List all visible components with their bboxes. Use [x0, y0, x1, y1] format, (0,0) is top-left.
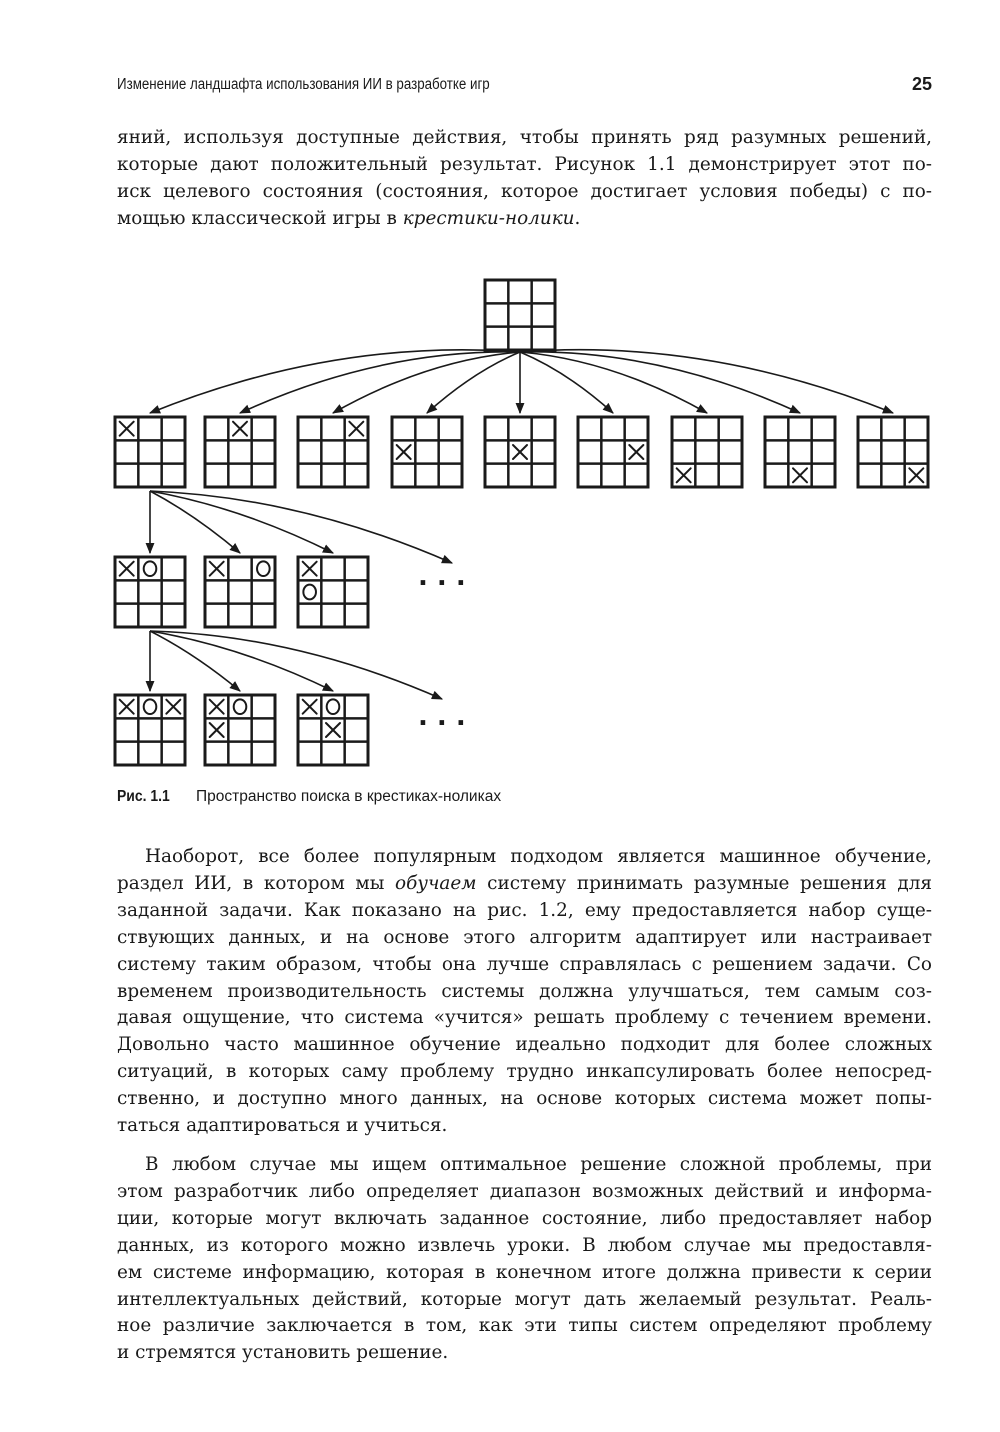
tree-arrow	[240, 352, 520, 413]
text-line: интеллектуальных действий, которые могут дать желаемый результат. Реаль-	[117, 1288, 932, 1310]
text-line: давая ощущение, что система «учится» решать проблему с течением времени.	[117, 1007, 932, 1029]
page-number: 25	[911, 74, 932, 94]
level2-board	[205, 557, 275, 627]
o-mark	[327, 699, 340, 714]
x-mark	[303, 562, 317, 576]
caption-label: Рис. 1.1	[117, 788, 170, 805]
intro-paragraph	[117, 125, 932, 233]
text-line	[117, 871, 932, 898]
level3-board	[298, 695, 368, 765]
level1-board	[298, 417, 368, 487]
text-line: заданной задачи. Как показано на рис. 1.2, ему предоставляется набор суще-	[117, 899, 932, 921]
x-mark	[629, 445, 643, 459]
text-line: которые дают положительный результат. Рисунок 1.1 демонстрирует этот по-	[117, 153, 932, 175]
tree-arrow	[520, 350, 893, 413]
tree-edges	[150, 350, 893, 699]
tree-arrow	[427, 352, 520, 413]
level2-board	[298, 557, 368, 627]
board-frame	[485, 280, 555, 350]
x-mark	[513, 445, 527, 459]
level1-board	[392, 417, 462, 487]
o-mark	[144, 561, 157, 576]
x-mark	[793, 468, 807, 482]
tree-arrow	[150, 491, 452, 563]
level1-board	[205, 417, 275, 487]
x-mark	[397, 445, 411, 459]
text-line: таться адаптироваться и учиться.	[117, 1115, 448, 1137]
x-mark	[210, 562, 224, 576]
tree-arrow	[150, 350, 520, 413]
caption-text: Пространство поиска в крестиках-ноликах	[195, 788, 502, 805]
text-run: систему принимать разумные решения для	[476, 872, 932, 894]
level1-board	[765, 417, 835, 487]
text-line: и стремятся установить решение.	[117, 1342, 449, 1364]
level2-board	[115, 557, 185, 627]
o-mark	[303, 585, 316, 600]
text-line: ситуаций, в которых саму проблему трудно инкапсулировать более непосред-	[117, 1061, 932, 1083]
text-line: ции, которые могут включать заданное состояние, либо предоставляет набор	[117, 1207, 932, 1229]
level1-board	[858, 417, 928, 487]
tree-arrow	[520, 352, 800, 413]
x-mark	[303, 700, 317, 714]
x-mark	[349, 422, 363, 436]
text-line: этом разработчик либо определяет диапазон возможных действий и информа-	[117, 1180, 932, 1202]
x-mark	[210, 700, 224, 714]
level1-board	[578, 417, 648, 487]
ml-paragraph	[117, 844, 932, 1140]
text-line: яний, используя доступные действия, чтобы принять ряд разумных решений,	[117, 127, 932, 148]
text-line: В любом случае мы ищем оптимальное решение сложной проблемы, при	[145, 1154, 932, 1175]
text-line: иск целевого состояния (состояния, которое достигает условия победы) с по-	[117, 180, 932, 202]
text-run: мощью классической игры в	[117, 207, 403, 229]
x-mark	[326, 723, 340, 737]
ellipsis-level2: . . .	[418, 562, 466, 592]
x-mark	[210, 723, 224, 737]
o-mark	[234, 699, 247, 714]
ellipsis-level3: . . .	[418, 702, 466, 732]
level1-board	[115, 417, 185, 487]
tree-arrow	[150, 631, 442, 699]
term-tic-tac-toe: крестики-нолики	[402, 207, 575, 229]
running-head: Изменение ландшафта использования ИИ в разработке игр	[117, 76, 490, 93]
text-line: временем производительность системы должна улучшаться, тем самым соз-	[117, 980, 932, 1002]
level1-board	[672, 417, 742, 487]
x-mark	[233, 422, 247, 436]
search-tree-figure	[0, 262, 1000, 782]
text-line: Наоборот, все более популярным подходом является машинное обучение,	[145, 846, 932, 867]
level3-board	[115, 695, 185, 765]
x-mark	[120, 562, 134, 576]
anyway-paragraph	[117, 1152, 932, 1367]
text-run: .	[574, 207, 581, 229]
text-line	[117, 206, 932, 233]
text-line: Довольно часто машинное обучение идеально подходит для более сложных	[117, 1034, 932, 1056]
tree-arrow	[520, 352, 613, 413]
text-line: ем системе информацию, которая в конечном итоге должна привести к серии	[117, 1261, 932, 1283]
level3-board	[205, 695, 275, 765]
x-mark	[120, 700, 134, 714]
x-mark	[120, 422, 134, 436]
tree-arrow	[520, 352, 707, 413]
text-run: раздел ИИ, в котором мы	[117, 872, 395, 894]
x-mark	[677, 468, 691, 482]
text-line: ствующих данных, и на основе этого алгоритм адаптирует или настраивает	[117, 926, 932, 948]
root-board	[485, 280, 555, 350]
tree-arrow	[333, 352, 520, 413]
o-mark	[257, 561, 270, 576]
x-mark	[909, 468, 923, 482]
term-train: обучаем	[395, 872, 477, 894]
text-line: ственно, и доступно много данных, на основе которых система может попы-	[117, 1088, 932, 1110]
level1-board	[485, 417, 555, 487]
figure-caption	[117, 788, 501, 806]
o-mark	[144, 699, 157, 714]
text-line: ное различие заключается в том, как эти типы систем определяют проблему	[117, 1315, 932, 1337]
text-line: данных, из которого можно извлечь уроки. В любом случае мы предоставля-	[117, 1234, 932, 1256]
text-line: систему таким образом, чтобы она лучше справлялась с решением задачи. Со	[117, 953, 932, 975]
x-mark	[166, 700, 180, 714]
